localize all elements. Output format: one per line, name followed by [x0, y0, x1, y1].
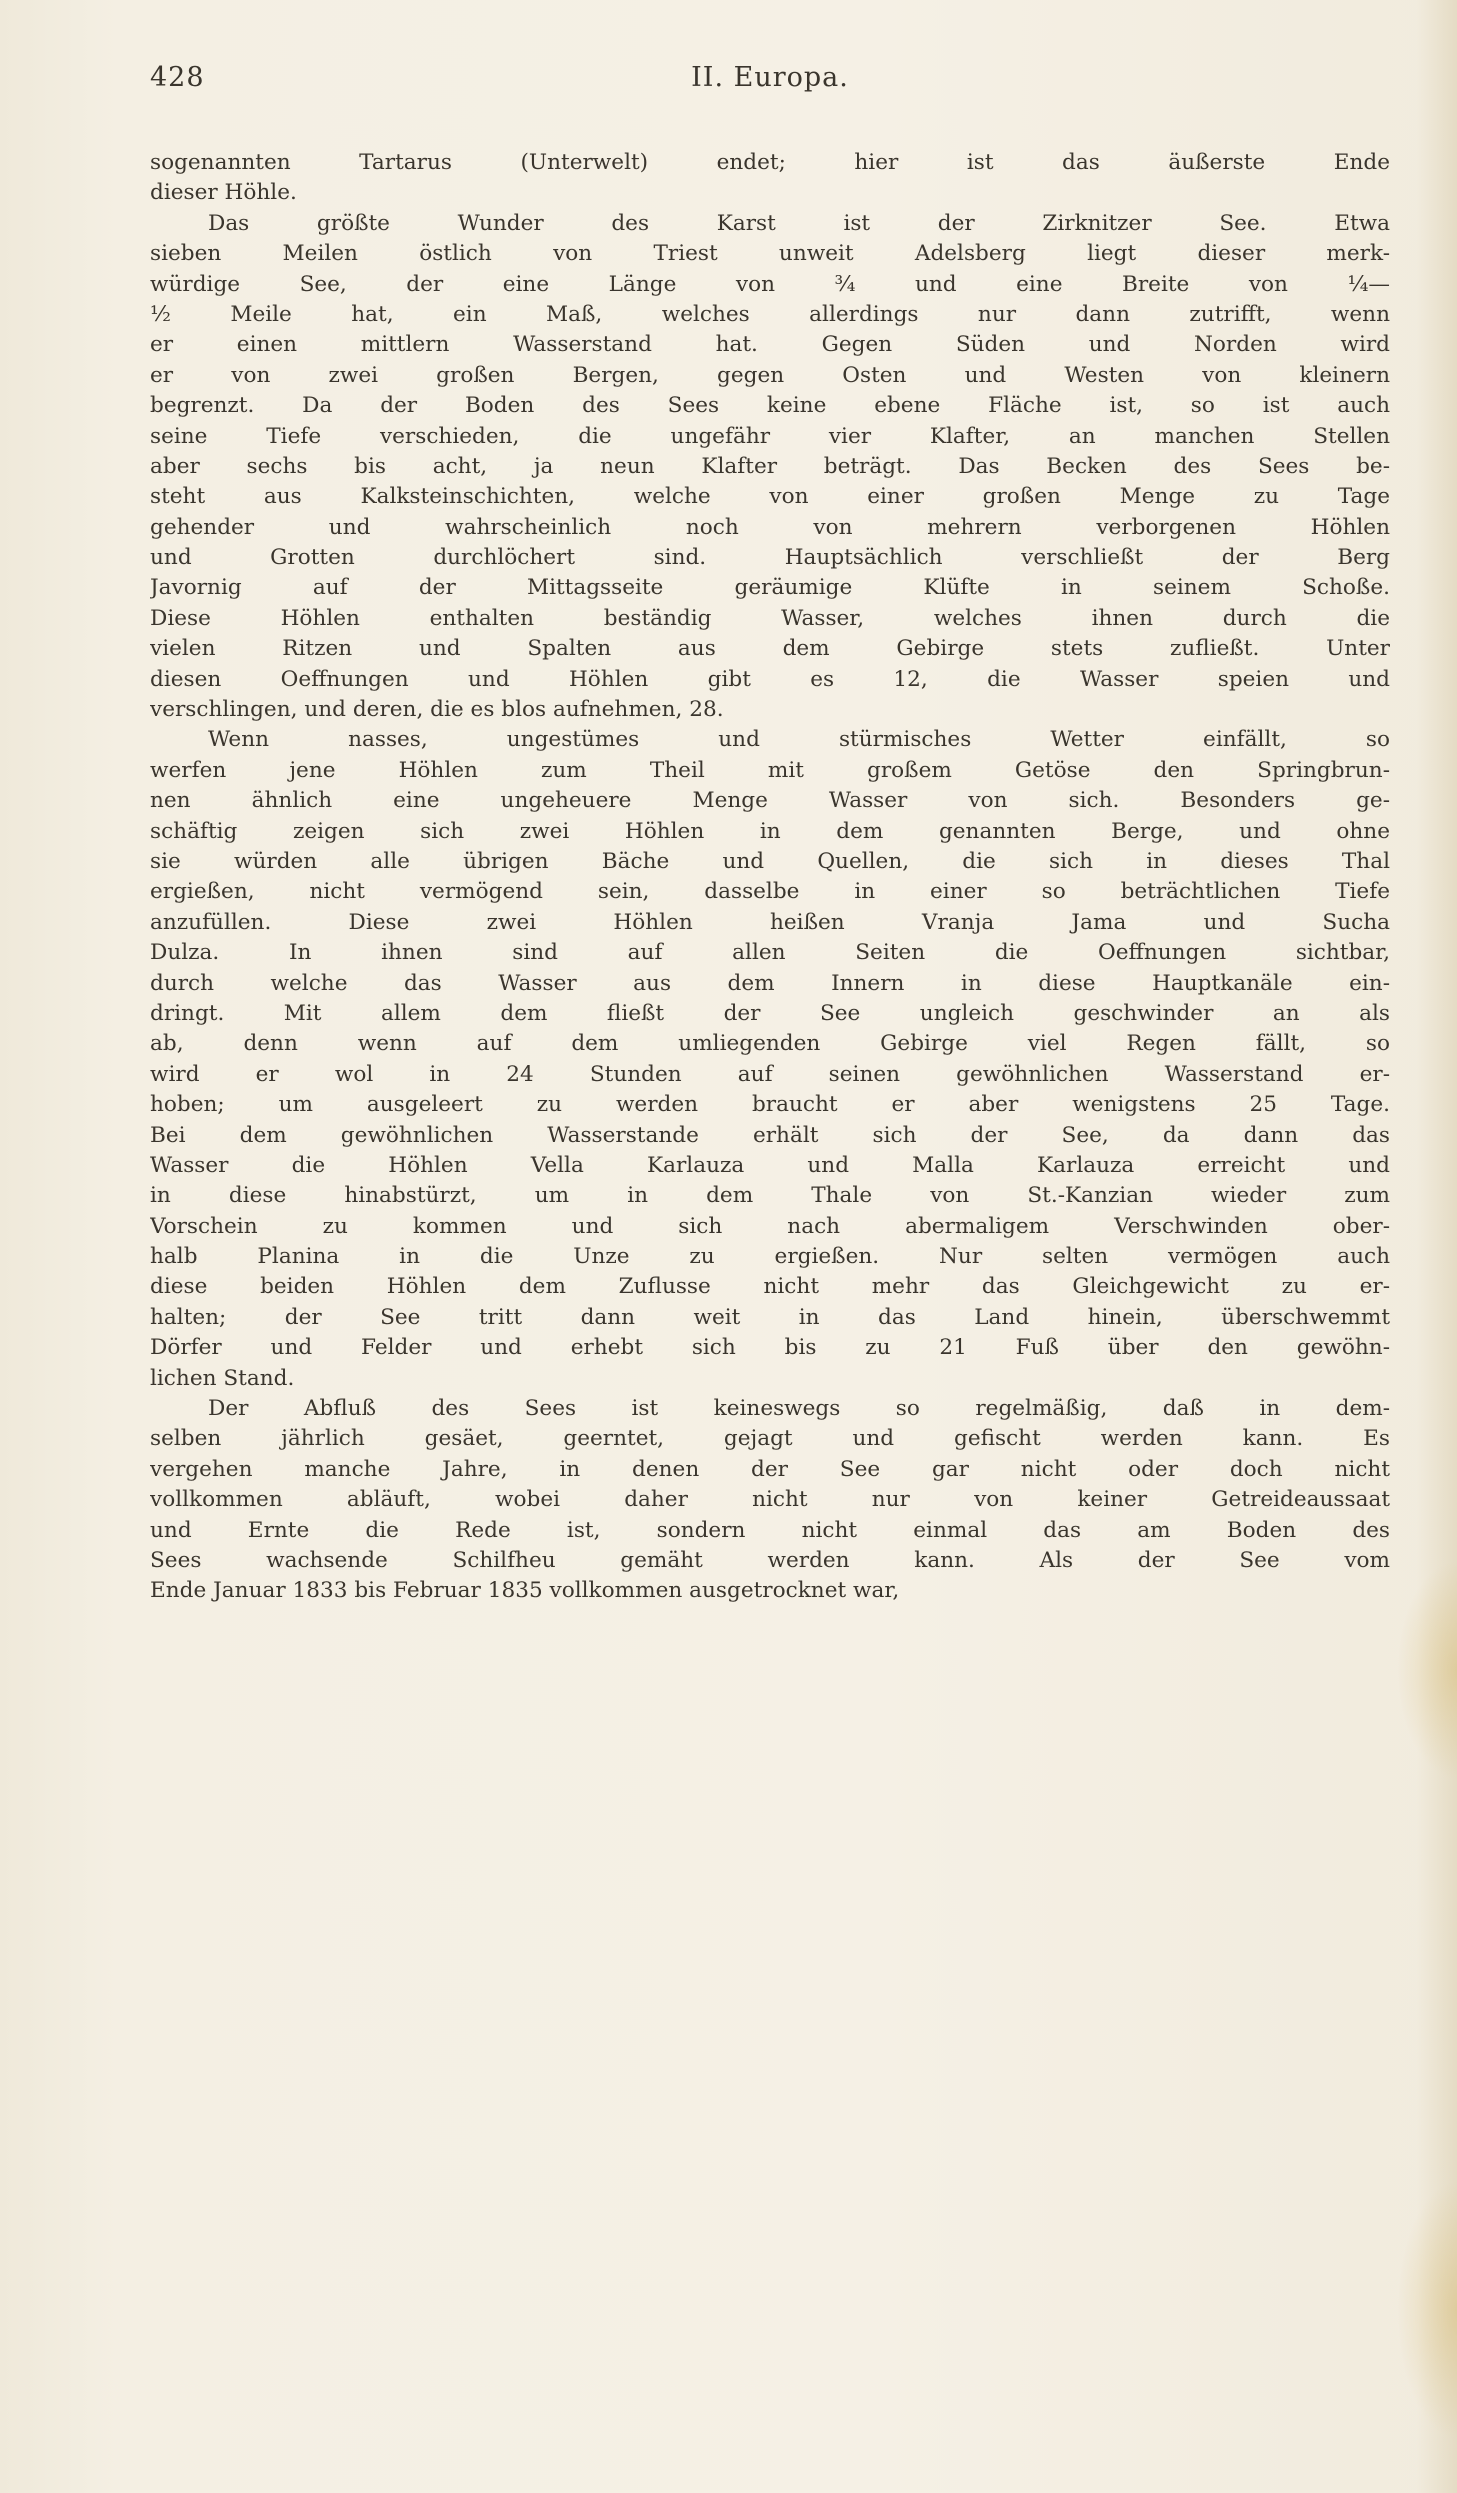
text-line: sie würden alle übrigen Bäche und Quellen, die sich in dieses Thal [150, 848, 1390, 874]
text-line: dieser Höhle. [150, 180, 297, 206]
text-line: halten; der See tritt dann weit in das Land hinein, überschwemmt [150, 1304, 1390, 1330]
text-line: dringt. Mit allem dem fließt der See ungleich geschwinder an als [150, 1000, 1390, 1026]
text-line: würdige See, der eine Länge von ¾ und eine Breite von ¼— [150, 271, 1390, 297]
text-line: werfen jene Höhlen zum Theil mit großem Getöse den Springbrun- [150, 757, 1390, 783]
text-line: seine Tiefe verschieden, die ungefähr vier Klafter, an manchen Stellen [150, 423, 1390, 449]
paragraph [150, 725, 1390, 1394]
text-line: aber sechs bis acht, ja neun Klafter beträgt. Das Becken des Sees be- [150, 453, 1390, 479]
text-line: Dulza. In ihnen sind auf allen Seiten die Oeffnungen sichtbar, [150, 940, 1390, 966]
text-line: sieben Meilen östlich von Triest unweit Adelsberg liegt dieser merk- [150, 241, 1390, 267]
text-line: Der Abfluß des Sees ist keineswegs so regelmäßig, daß in dem- [208, 1396, 1390, 1422]
text-line: Wenn nasses, ungestümes und stürmisches Wetter einfällt, so [208, 727, 1390, 753]
text-line: lichen Stand. [150, 1365, 295, 1391]
text-line: steht aus Kalksteinschichten, welche von einer großen Menge zu Tage [150, 484, 1390, 510]
text-line: hoben; um ausgeleert zu werden braucht er aber wenigstens 25 Tage. [150, 1092, 1390, 1118]
text-line: Sees wachsende Schilfheu gemäht werden kann. Als der See vom [150, 1547, 1390, 1573]
text-line: und Grotten durchlöchert sind. Hauptsächlich verschließt der Berg [150, 545, 1390, 571]
text-line: diesen Oeffnungen und Höhlen gibt es 12, die Wasser speien und [150, 666, 1390, 692]
text-line: nen ähnlich eine ungeheuere Menge Wasser von sich. Besonders ge- [150, 788, 1390, 814]
text-line: Dörfer und Felder und erhebt sich bis zu 21 Fuß über den gewöhn- [150, 1335, 1390, 1361]
text-line: Ende Januar 1833 bis Februar 1835 vollkommen ausgetrocknet war, [150, 1578, 900, 1604]
text-line: und Ernte die Rede ist, sondern nicht einmal das am Boden des [150, 1517, 1390, 1543]
text-line: verschlingen, und deren, die es blos aufnehmen, 28. [150, 697, 724, 723]
paragraph [150, 1394, 1390, 1607]
text-line: diese beiden Höhlen dem Zuflusse nicht mehr das Gleichgewicht zu er- [150, 1274, 1390, 1300]
page-header [150, 62, 1390, 102]
text-line: begrenzt. Da der Boden des Sees keine ebene Fläche ist, so ist auch [150, 393, 1390, 419]
text-line: Wasser die Höhlen Vella Karlauza und Malla Karlauza erreicht und [150, 1152, 1390, 1178]
text-line: gehender und wahrscheinlich noch von mehrern verborgenen Höhlen [150, 514, 1390, 540]
paper-stain [1397, 1560, 1457, 1780]
paragraph [150, 148, 1390, 209]
text-line: vielen Ritzen und Spalten aus dem Gebirge stets zufließt. Unter [150, 636, 1390, 662]
text-line: in diese hinabstürzt, um in dem Thale von St.-Kanzian wieder zum [150, 1183, 1390, 1209]
text-line: er von zwei großen Bergen, gegen Osten und Westen von kleinern [150, 362, 1390, 388]
text-line: Bei dem gewöhnlichen Wasserstande erhält sich der See, da dann das [150, 1122, 1390, 1148]
text-line: ½ Meile hat, ein Maß, welches allerdings nur dann zutrifft, wenn [150, 301, 1390, 327]
text-line: schäftig zeigen sich zwei Höhlen in dem genannten Berge, und ohne [150, 818, 1390, 844]
text-line: Das größte Wunder des Karst ist der Zirknitzer See. Etwa [208, 210, 1390, 236]
text-line: ab, denn wenn auf dem umliegenden Gebirge viel Regen fällt, so [150, 1031, 1390, 1057]
text-line: vollkommen abläuft, wobei daher nicht nur von keiner Getreideaussaat [150, 1487, 1390, 1513]
text-line: vergehen manche Jahre, in denen der See gar nicht oder doch nicht [150, 1456, 1390, 1482]
text-line: sogenannten Tartarus (Unterwelt) endet; hier ist das äußerste Ende [150, 150, 1390, 175]
page-number: 428 [150, 62, 205, 93]
text-line: er einen mittlern Wasserstand hat. Gegen Süden und Norden wird [150, 332, 1390, 358]
text-line: ergießen, nicht vermögend sein, dasselbe in einer so beträchtlichen Tiefe [150, 879, 1390, 905]
body-text [150, 148, 1390, 1607]
text-line: anzufüllen. Diese zwei Höhlen heißen Vranja Jama und Sucha [150, 909, 1390, 935]
text-line: selben jährlich gesäet, geerntet, gejagt und gefischt werden kann. Es [150, 1426, 1390, 1452]
text-line: Diese Höhlen enthalten beständig Wasser, welches ihnen durch die [150, 605, 1390, 631]
text-line: halb Planina in die Unze zu ergießen. Nur selten vermögen auch [150, 1244, 1390, 1270]
running-head: II. Europa. [691, 62, 849, 93]
text-line: Vorschein zu kommen und sich nach abermaligem Verschwinden ober- [150, 1213, 1390, 1239]
page-edge-shadow [1417, 0, 1457, 2493]
text-line: wird er wol in 24 Stunden auf seinen gewöhnlichen Wasserstand er- [150, 1061, 1390, 1087]
text-line: Javornig auf der Mittagsseite geräumige Klüfte in seinem Schoße. [150, 575, 1390, 601]
paragraph [150, 209, 1390, 726]
paper-stain [1397, 2180, 1457, 2440]
text-line: durch welche das Wasser aus dem Innern in diese Hauptkanäle ein- [150, 970, 1390, 996]
